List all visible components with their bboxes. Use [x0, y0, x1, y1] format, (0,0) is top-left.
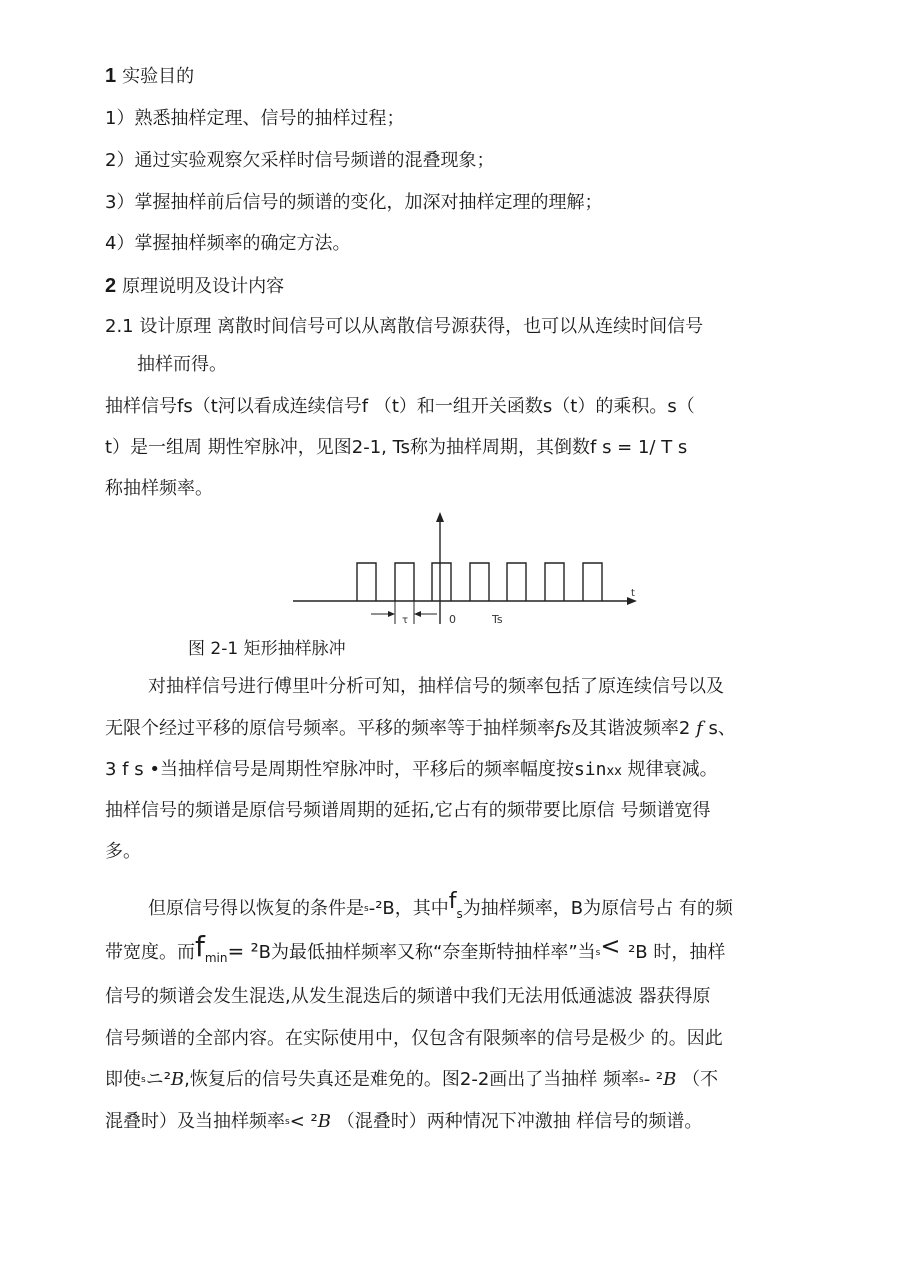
ts-label: Ts	[492, 613, 503, 626]
math-sub-s: s	[141, 1075, 146, 1085]
section-1-title: 实验目的	[122, 66, 195, 87]
text-span: B为最低抽样频率又称“奈奎斯特抽样率”当	[258, 942, 596, 963]
paragraph-line: 抽样信号的频谱是原信号频谱周期的延拓,它占有的频带要比原信 号频谱宽得	[105, 800, 711, 821]
math-sub-s: s	[364, 904, 369, 914]
t-axis-label: t	[631, 588, 635, 599]
math-b: B	[317, 1111, 331, 1132]
text-span: ,恢复后的信号失真还是难免的。图2-2画出了当抽样 频率	[184, 1069, 639, 1090]
section-2-number: 2	[105, 275, 117, 297]
figure-caption: 图 2-1 矩形抽样脉冲	[188, 639, 346, 659]
text-span: 即使	[105, 1069, 141, 1090]
rectangular-pulse-figure	[285, 510, 645, 630]
math-ge-2: ニ²	[145, 1069, 171, 1090]
amplitude-axis-arrow-icon	[436, 512, 444, 522]
tau-arrow-left-icon	[388, 611, 395, 617]
pulse	[357, 563, 376, 601]
tau-label: τ	[402, 615, 409, 626]
text-span: 规律衰减。	[621, 759, 718, 780]
section-1-heading	[105, 63, 194, 90]
text-span: 但原信号得以恢复的条件是	[148, 898, 364, 919]
math-eq-2: = ²	[227, 939, 259, 963]
math-f: f	[448, 889, 457, 914]
math-fs: fs	[555, 718, 571, 739]
tau-arrow-right-icon	[414, 611, 421, 617]
text-span: 无限个经过平移的原信号频率。平移的频率等于抽样频率	[105, 718, 555, 739]
math-lt: <	[600, 932, 629, 960]
paragraph-line	[148, 889, 733, 927]
pulse	[395, 563, 414, 601]
objective-item: 4）掌握抽样频率的确定方法。	[105, 233, 351, 254]
math-sub-s: s	[456, 907, 463, 921]
paragraph-line	[105, 716, 736, 742]
math-lt-2: < ²	[289, 1111, 318, 1132]
paragraph-line	[105, 757, 718, 785]
math-sub-s: s	[595, 948, 601, 958]
paragraph-line: 信号频谱的全部内容。在实际使用中，仅包含有限频率的信号是极少 的。因此	[105, 1028, 723, 1049]
text-span: 带宽度。而	[105, 942, 195, 963]
text-span: （不	[676, 1069, 719, 1090]
text-span: s、	[702, 718, 736, 739]
math-sin: sin	[573, 759, 607, 780]
paragraph-line: 对抽样信号进行傅里叶分析可知，抽样信号的频率包括了原连续信号以及	[148, 676, 724, 697]
text-span: 混叠时）及当抽样频率	[105, 1111, 285, 1132]
paragraph-line: t）是一组周 期性窄脉冲，见图2-1, Ts称为抽样周期，其倒数f s = 1/ T s	[105, 437, 688, 458]
math-eq-2: - ²	[643, 1069, 664, 1090]
math-b: B	[170, 1069, 185, 1090]
math-xx: xx	[606, 764, 622, 779]
pulse	[545, 563, 564, 601]
section-2-title: 原理说明及设计内容	[122, 276, 285, 297]
math-b: B	[663, 1069, 677, 1090]
pulse	[507, 563, 526, 601]
text-span: （混叠时）两种情况下冲激抽 样信号的频谱。	[330, 1111, 703, 1132]
paragraph-line	[105, 930, 726, 971]
paragraph-line: 称抽样频率。	[105, 478, 213, 499]
text-span: ²B 时，抽样	[628, 942, 726, 963]
pulse-train	[357, 563, 602, 601]
subsection-2-1-line: 抽样而得。	[137, 354, 227, 375]
objective-item: 1）熟悉抽样定理、信号的抽样过程；	[105, 108, 405, 129]
math-sub-s: s	[639, 1075, 644, 1085]
pulse	[432, 563, 451, 601]
math-f: f	[696, 718, 703, 739]
section-2-heading	[105, 273, 284, 300]
subsection-2-1-line: 2.1 设计原理 离散时间信号可以从离散信号源获得，也可以从连续时间信号	[105, 316, 704, 337]
text-span: 3 f s •当抽样信号是周期性窄脉冲时，平移后的频率幅度按	[105, 759, 574, 780]
math-sub-min: min	[204, 951, 228, 965]
text-span: 及其谐波频率2	[570, 718, 697, 739]
pulse	[470, 563, 489, 601]
section-1-number: 1	[105, 65, 117, 87]
objective-item: 3）掌握抽样前后信号的频谱的变化，加深对抽样定理的理解；	[105, 192, 603, 213]
math-f-big: f	[195, 930, 205, 963]
objective-item: 2）通过实验观察欠采样时信号频谱的混叠现象；	[105, 150, 495, 171]
math-sub-s: s	[285, 1117, 290, 1127]
paragraph-line	[105, 1109, 702, 1135]
paragraph-line: 信号的频谱会发生混迭,从发生混迭后的频谱中我们无法用低通滤波 器获得原	[105, 986, 711, 1007]
origin-label: 0	[449, 613, 456, 626]
paragraph-line: 抽样信号fs（t河以看成连续信号f （t）和一组开关函数s（t）的乘积。s（	[105, 396, 695, 417]
text-span: -²B，其中	[368, 898, 449, 919]
text-span: 为抽样频率，B为原信号占 有的频	[462, 898, 733, 919]
pulse	[583, 563, 602, 601]
paragraph-line: 多。	[105, 841, 141, 862]
paragraph-line	[105, 1067, 718, 1093]
